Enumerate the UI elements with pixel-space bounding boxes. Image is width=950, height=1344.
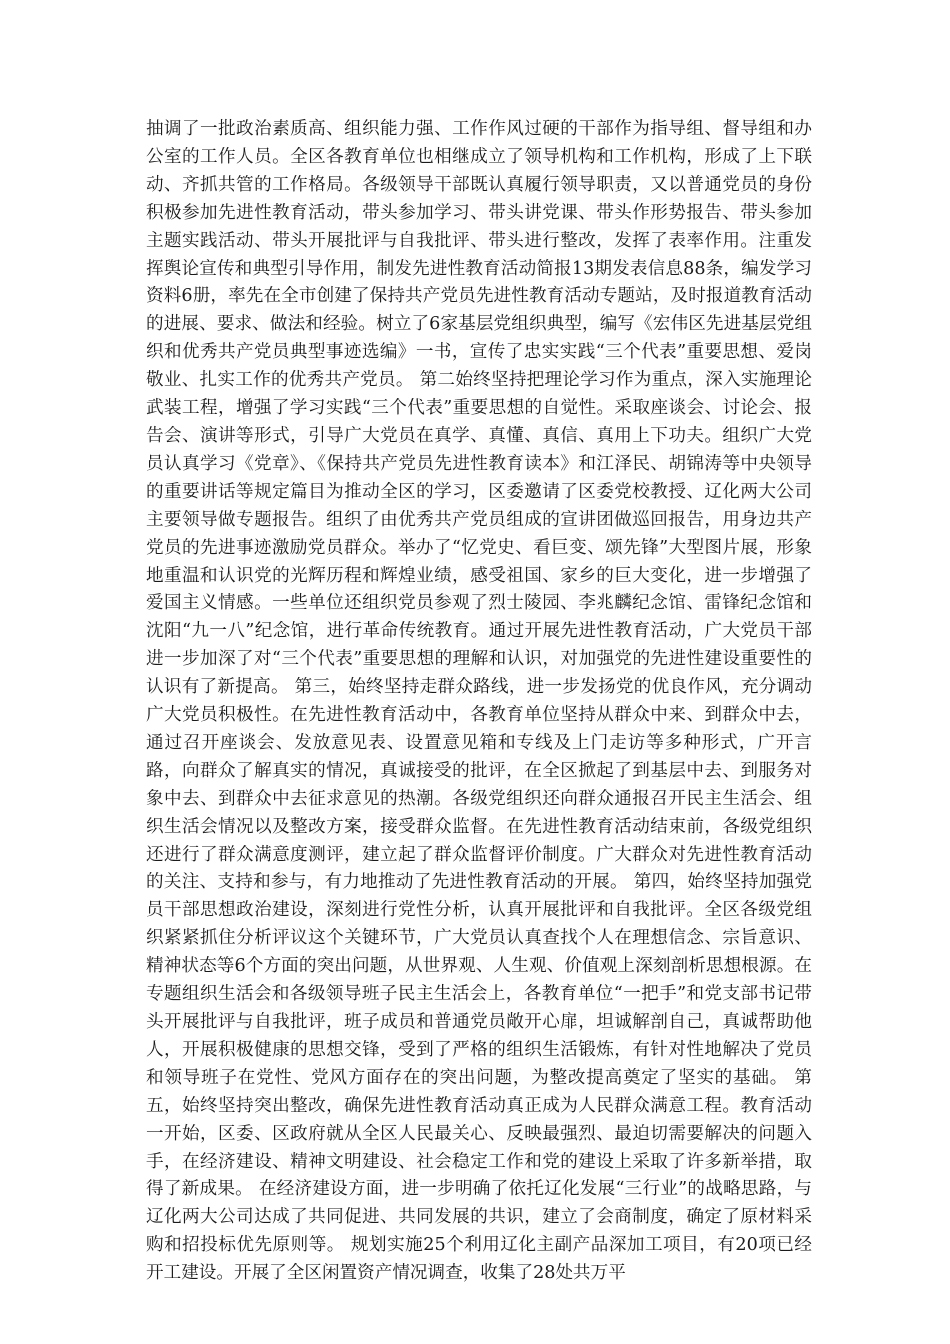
body-paragraph: 抽调了一批政治素质高、组织能力强、工作作风过硬的干部作为指导组、督导组和办公室的工作人员。全区各教育单位也相继成立了领导机构和工作机构，形成了上下联动、齐抓共管的工作格局。各级领导干部既认真履行领导职责，又以普通党员的身份积极参加先进性教育活动，带头参加学习、带头讲党课、带头作形势报告、带头参加主题实践活动、带头开展批评与自我批评、带头进行整改，发挥了表率作用。注重发挥舆论宣传和典型引导作用，制发先进性教育活动简报13期发表信息88条，编发学习资料6册，率先在全市创建了保持共产党员先进性教育活动专题站，及时报道教育活动的进展、要求、做法和经验。树立了6家基层党组织典型，编写《宏伟区先进基层党组织和优秀共产党员典型事迹选编》一书，宣传了忠实实践“三个代表”重要思想、爱岗敬业、扎实工作的优秀共产党员。 第二始终坚持把理论学习作为重点，深入实施理论武装工程，增强了学习实践“三个代表”重要思想的自觉性。采取座谈会、讨论会、报告会、演讲等形式，引导广大党员在真学、真懂、真信、真用上下功夫。组织广大党员认真学习《党章》、《保持共产党员先进性教育读本》和江泽民、胡锦涛等中央领导的重要讲话等规定篇目为推动全区的学习，区委邀请了区委党校教授、辽化两大公司主要领导做专题报告。组织了由优秀共产党员组成的宣讲团做巡回报告，用身边共产党员的先进事迹激励党员群众。举办了“忆党史、看巨变、颂先锋”大型图片展，形象地重温和认识党的光辉历程和辉煌业绩，感受祖国、家乡的巨大变化，进一步增强了爱国主义情感。一些单位还组织党员参观了烈士陵园、李兆麟纪念馆、雷锋纪念馆和沈阳“九一八”纪念馆，进行革命传统教育。通过开展先进性教育活动，广大党员干部进一步加深了对“三个代表”重要思想的理解和认识，对加强党的先进性建设重要性的认识有了新提高。 第三，始终坚持走群众路线，进一步发扬党的优良作风，充分调动广大党员积极性。在先进性教育活动中，各教育单位坚持从群众中来、到群众中去，通过召开座谈会、发放意见表、设置意见箱和专线及上门走访等多种形式，广开言路，向群众了解真实的情况，真诚接受的批评，在全区掀起了到基层中去、到服务对象中去、到群众中去征求意见的热潮。各级党组织还向群众通报召开民主生活会、组织生活会情况以及整改方案，接受群众监督。在先进性教育活动结束前，各级党组织还进行了群众满意度测评，建立起了群众监督评价制度。广大群众对先进性教育活动的关注、支持和参与，有力地推动了先进性教育活动的开展。 第四，始终坚持加强党员干部思想政治建设，深刻进行党性分析，认真开展批评和自我批评。全区各级党组织紧紧抓住分析评议这个关键环节，广大党员认真查找个人在理想信念、宗旨意识、精神状态等6个方面的突出问题，从世界观、人生观、价值观上深刻剖析思想根源。在专题组织生活会和各级领导班子民主生活会上，各教育单位“一把手”和党支部书记带头开展批评与自我批评，班子成员和普通党员敞开心扉，坦诚解剖自己，真诚帮助他人，开展积极健康的思想交锋，受到了严格的组织生活锻炼，有针对性地解决了党员和领导班子在党性、党风方面存在的突出问题，为整改提高奠定了坚实的基础。 第五，始终坚持突出整改，确保先进性教育活动真正成为人民群众满意工程。教育活动一开始，区委、区政府就从全区人民最关心、反映最强烈、最迫切需要解决的问题入手，在经济建设、精神文明建设、社会稳定工作和党的建设上采取了许多新举措，取得了新成果。 在经济建设方面，进一步明确了依托辽化发展“三行业”的战略思路，与辽化两大公司达成了共同促进、共同发展的共识，建立了会商制度，确定了原材料采购和招投标优先原则等。 规划实施25个利用辽化主副产品深加工项目，有20项已经开工建设。开展了全区闲置资产情况调查，收集了28处共万平 bbox=[146, 119, 812, 1284]
